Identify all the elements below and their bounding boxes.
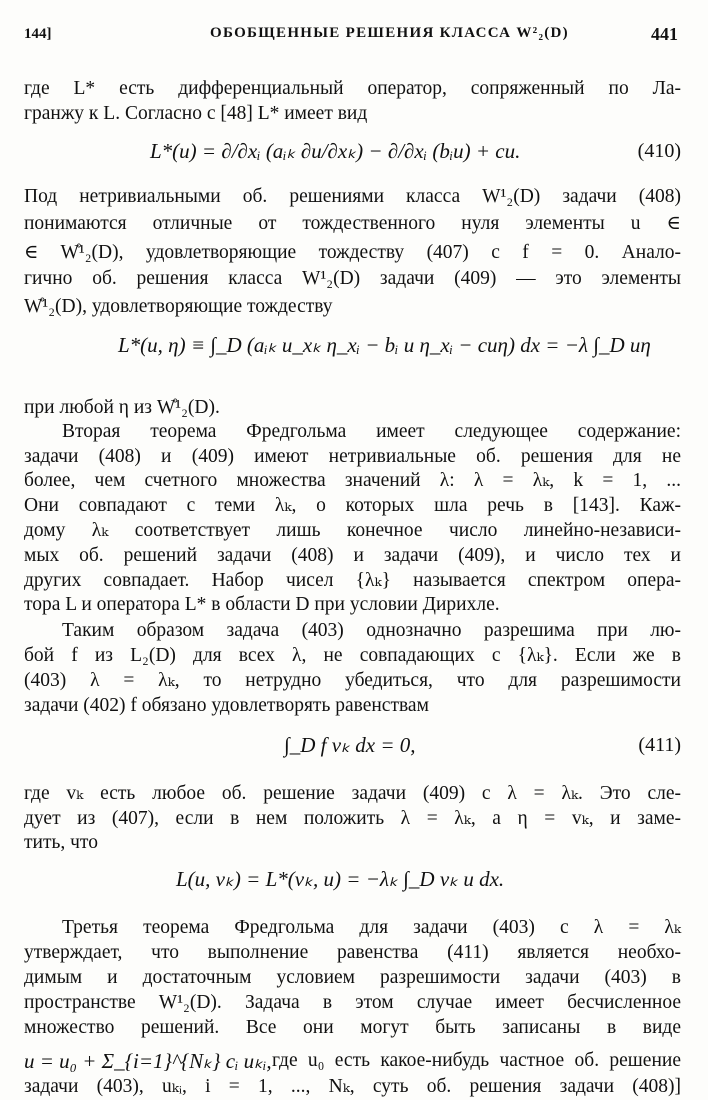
text-line: Третья теорема Фредгольма для задачи (403) с λ = λₖ <box>62 917 681 938</box>
text-line: дому λₖ соответствует лишь конечное число линейно-независи- <box>24 520 681 541</box>
equation-number-411: (411) <box>638 734 681 756</box>
equation-411: ∫_D f vₖ dx = 0, <box>284 733 416 757</box>
text-line: где vₖ есть любое об. решение задачи (409) с λ = λₖ. Это сле- <box>24 783 681 804</box>
text-line: Под нетривиальными об. решениями класса W¹₂(D) задачи (408) <box>24 186 681 207</box>
text-line: тора L и оператора L* в области D при условии Дирихле. <box>24 594 500 615</box>
text-line: (403) λ = λₖ, то нетрудно убедиться, что для разрешимости <box>24 670 681 691</box>
text-line: ∈ W̊¹₂(D), удовлетворяющие тождеству (407) с f = 0. Анало- <box>24 242 681 263</box>
text-line: более, чем счетного множества значений λ: λ = λₖ, k = 1, ... <box>24 470 681 491</box>
text-line: утверждает, что выполнение равенства (411) является необхо- <box>24 942 681 963</box>
running-title: ОБОБЩЕННЫЕ РЕШЕНИЯ КЛАССА W²₂(D) <box>210 25 569 41</box>
page-number: 441 <box>651 24 678 44</box>
text-line: пространстве W¹₂(D). Задача в этом случае имеет бесчисленное <box>24 992 681 1013</box>
section-ref: 144] <box>24 26 52 42</box>
text-line: димым и достаточным условием разрешимости задачи (403) в <box>24 967 681 988</box>
text-line: Они совпадают с теми λₖ, о которых шла речь в [143]. Каж- <box>24 495 681 516</box>
text-line: Таким образом задача (403) однозначно разрешима при лю- <box>62 620 681 641</box>
text-line: задачи (408) и (409) имеют нетривиальные об. решения для не <box>24 446 681 467</box>
equation-410: L*(u) = ∂/∂xᵢ (aᵢₖ ∂u/∂xₖ) − ∂/∂xᵢ (bᵢu) + cu. <box>150 139 521 163</box>
text-line: где u₀ есть какое-нибудь частное об. решение <box>272 1050 681 1071</box>
equation-identity: L*(u, η) ≡ ∫_D (aᵢₖ u_xₖ η_xᵢ − bᵢ u η_xᵢ − cuη) dx = −λ ∫_D uη <box>118 333 651 357</box>
text-line: дует из (407), если в нем положить λ = λₖ, а η = vₖ, и заме- <box>24 808 681 829</box>
text-line: тить, что <box>24 832 98 853</box>
text-line: задачи (402) f обязано удовлетворять равенствам <box>24 695 429 716</box>
text-line: множество решений. Все они могут быть записаны в виде <box>24 1017 681 1038</box>
text-line: Вторая теорема Фредгольма имеет следующее содержание: <box>62 421 681 442</box>
text-line: бой f из L₂(D) для всех λ, не совпадающих с {λₖ}. Если же в <box>24 645 681 666</box>
text-line: при любой η из W̊¹₂(D). <box>24 397 220 418</box>
text-line: других совпадает. Набор чисел {λₖ} называется спектром опера- <box>24 570 681 591</box>
text-line: задачи (403), uₖᵢ, i = 1, ..., Nₖ, суть об. решения задачи (408)] <box>24 1076 681 1097</box>
running-header <box>24 22 678 48</box>
equation-number-410: (410) <box>637 140 681 162</box>
equation-general-solution: u = u₀ + Σ_{i=1}^{Nₖ} cᵢ uₖᵢ, <box>24 1049 272 1073</box>
equation-bilinear: L(u, vₖ) = L*(vₖ, u) = −λₖ ∫_D vₖ u dx. <box>176 867 505 891</box>
text-line: W̊¹₂(D), удовлетворяющие тождеству <box>24 296 333 317</box>
text-line: где L* есть дифференциальный оператор, сопряженный по Ла- <box>24 78 681 99</box>
text-line: гично об. решения класса W¹₂(D) задачи (409) — это элементы <box>24 268 681 289</box>
text-line: гранжу к L. Согласно с [48] L* имеет вид <box>24 103 368 124</box>
text-line: мых об. решений задачи (408) и задачи (409), и число тех и <box>24 545 681 566</box>
text-line: понимаются отличные от тождественного нуля элементы u ∈ <box>24 213 681 234</box>
